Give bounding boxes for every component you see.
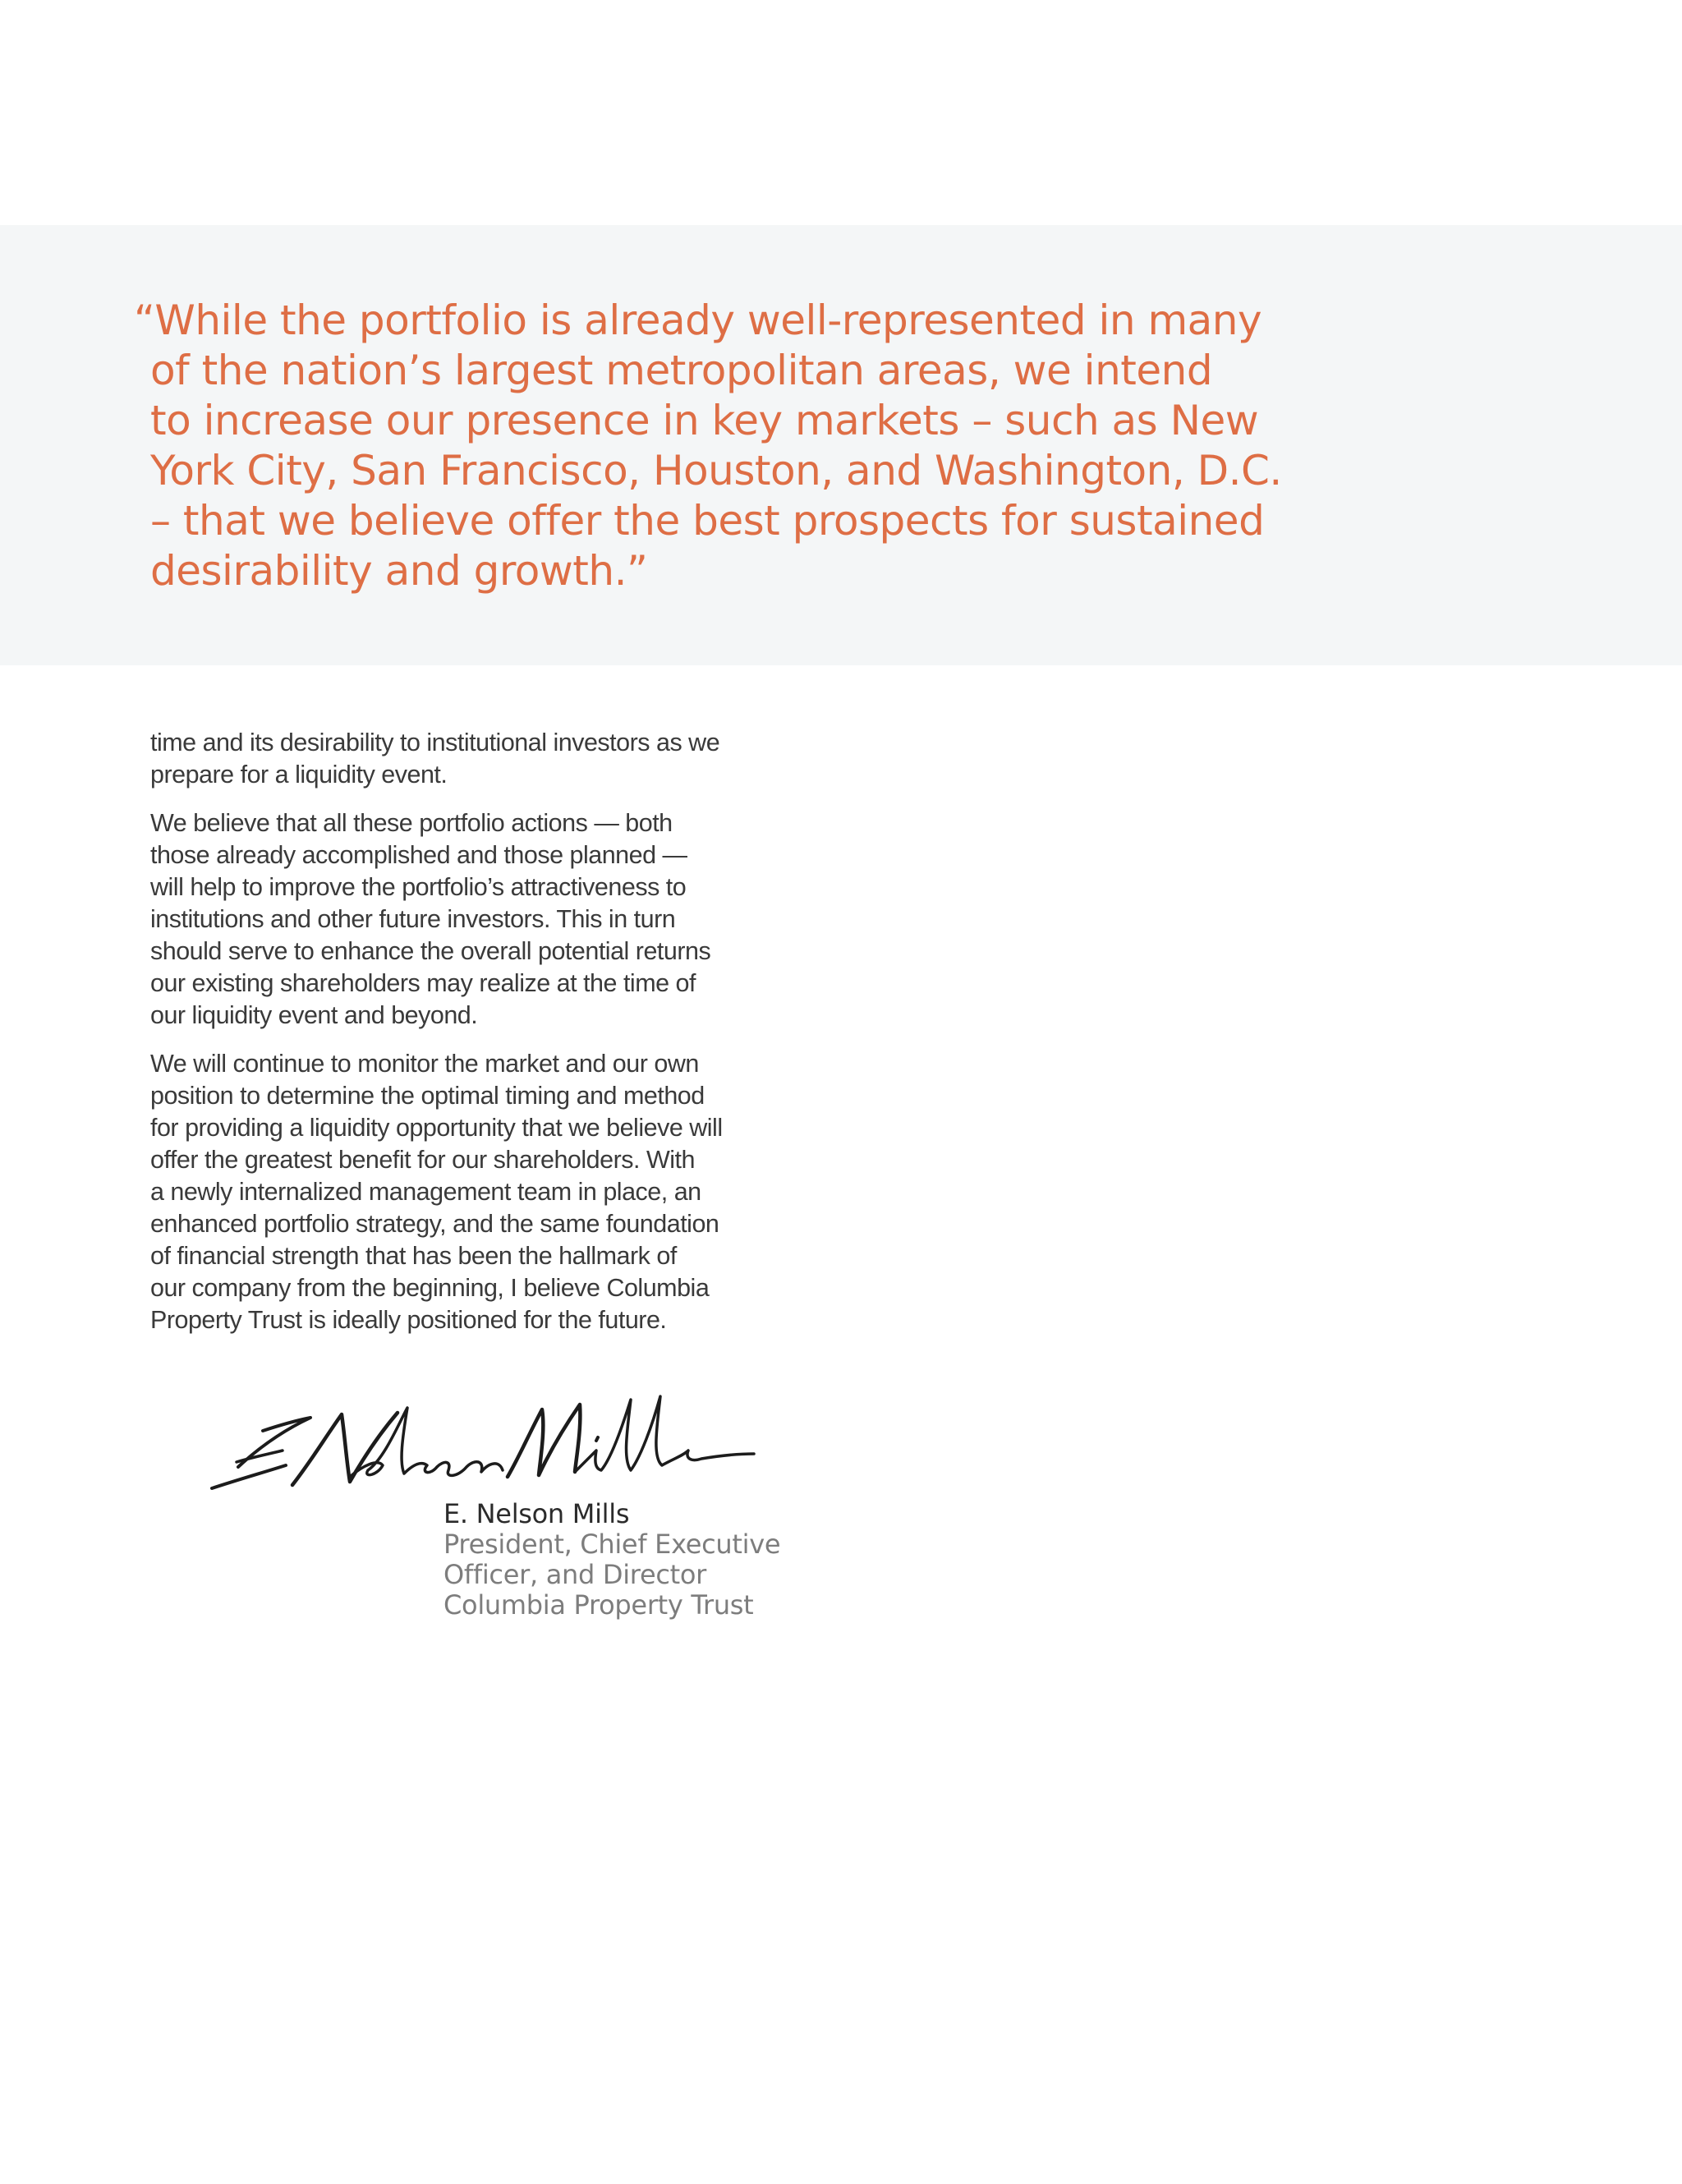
pull-quote-line: of the nation’s largest metropolitan areas, we intend (150, 347, 1213, 394)
body-line: Property Trust is ideally positioned for the future. (150, 1306, 667, 1334)
body-line: for providing a liquidity opportunity that we believe will (150, 1114, 723, 1142)
pull-quote-line: desirability and growth.” (150, 547, 648, 595)
pull-quote-line: York City, San Francisco, Houston, and Washington, D.C. (150, 447, 1282, 494)
body-paragraph-1 (150, 727, 791, 791)
body-line: of financial strength that has been the hallmark of (150, 1242, 677, 1270)
pull-quote-line: “While the portfolio is already well-represented in many (134, 297, 1262, 344)
body-paragraph-3 (150, 1048, 791, 1336)
body-line: We will continue to monitor the market and our own (150, 1050, 699, 1078)
body-line: offer the greatest benefit for our shareholders. With (150, 1146, 695, 1174)
body-line: We believe that all these portfolio actions — both (150, 809, 673, 837)
body-line: time and its desirability to institutional investors as we (150, 729, 720, 756)
body-line: our company from the beginning, I believe Columbia (150, 1274, 710, 1302)
signer-title-line: Officer, and Director (443, 1559, 707, 1590)
signature-block (443, 1499, 780, 1621)
handwritten-signature (187, 1380, 762, 1503)
pull-quote-line: – that we believe offer the best prospects for sustained (150, 497, 1265, 545)
body-line: our existing shareholders may realize at the time of (150, 969, 696, 997)
body-paragraph-2 (150, 807, 791, 1032)
body-line: those already accomplished and those planned — (150, 841, 687, 869)
signer-title-line: President, Chief Executive (443, 1529, 781, 1560)
body-line: should serve to enhance the overall potential returns (150, 937, 711, 965)
pull-quote (134, 296, 1282, 596)
body-line: a newly internalized management team in place, an (150, 1178, 701, 1206)
body-line: will help to improve the portfolio’s attractiveness to (150, 873, 687, 901)
signer-name: E. Nelson Mills (443, 1498, 630, 1529)
body-line: enhanced portfolio strategy, and the same foundation (150, 1210, 719, 1238)
letter-body (150, 727, 791, 1353)
body-line: position to determine the optimal timing and method (150, 1082, 705, 1110)
body-line: our liquidity event and beyond. (150, 1001, 478, 1029)
pull-quote-line: to increase our presence in key markets – such as New (150, 397, 1259, 444)
body-line: institutions and other future investors. This in turn (150, 905, 676, 933)
signer-company: Columbia Property Trust (443, 1589, 754, 1621)
body-line: prepare for a liquidity event. (150, 761, 448, 789)
